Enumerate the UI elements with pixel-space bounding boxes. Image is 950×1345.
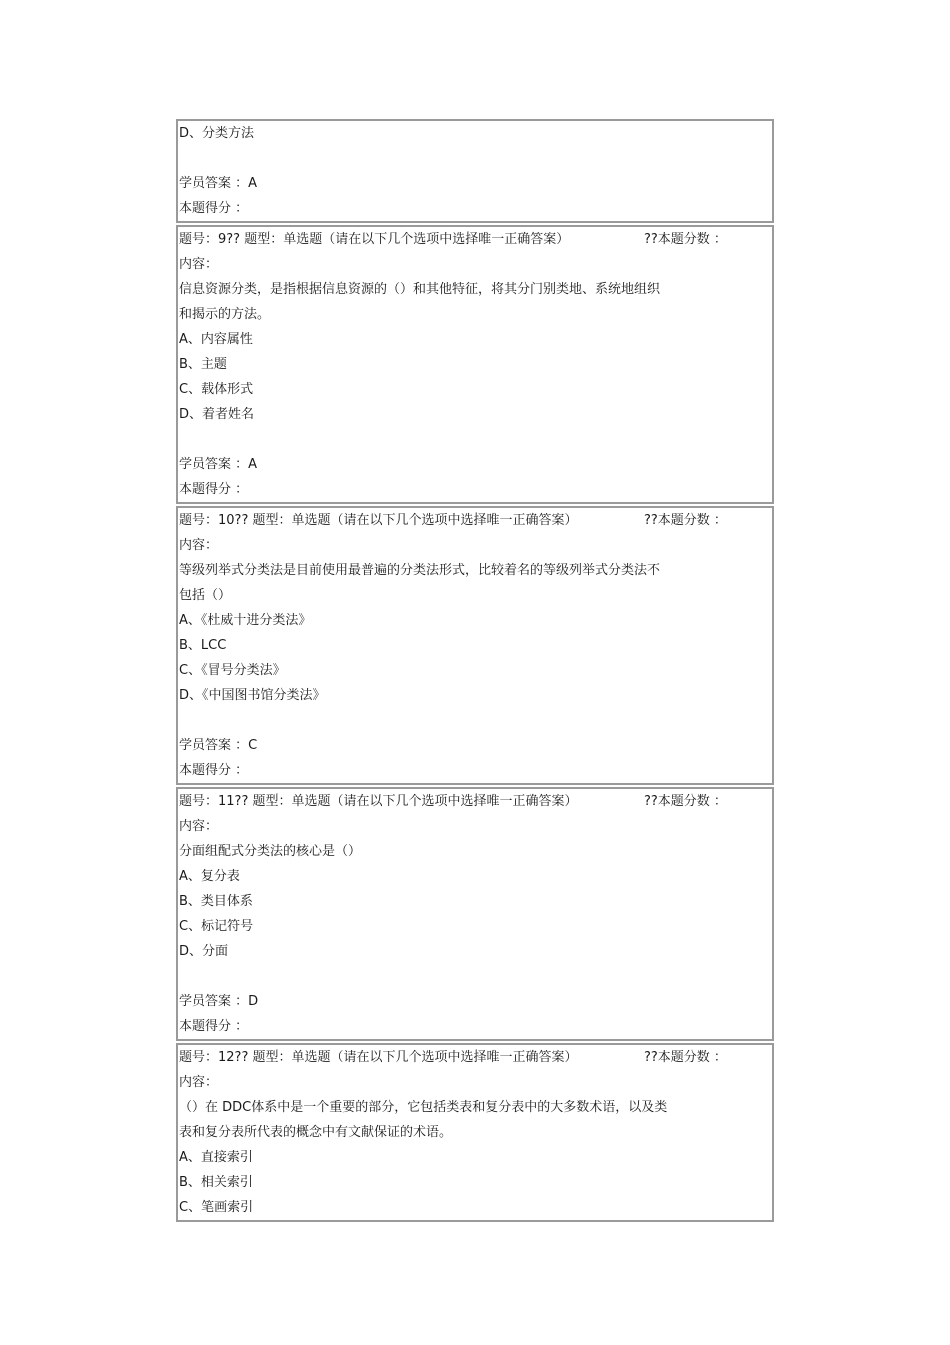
option-a: A、《杜威十进分类法》 [179, 613, 312, 628]
option-b: B、类目体系 [179, 894, 253, 909]
question-score: 本题得分 ： [179, 1019, 249, 1034]
spacer [179, 146, 772, 171]
option-b: B、相关索引 [179, 1175, 253, 1190]
option-d: D、分面 [179, 944, 229, 959]
content-label: 内容： [179, 257, 219, 272]
question-header [179, 1045, 772, 1070]
spacer [179, 427, 772, 452]
content-label: 内容： [179, 538, 219, 553]
question-points: ??本题分数 ： [644, 513, 727, 528]
option-d: D、着者姓名 [179, 407, 255, 422]
content-label: 内容： [179, 819, 219, 834]
option-b: B、主题 [179, 357, 227, 372]
question-score: 本题得分 ： [179, 482, 249, 497]
question-points: ??本题分数 ： [644, 794, 727, 809]
option-a: A、直接索引 [179, 1150, 253, 1165]
spacer [179, 964, 772, 989]
student-answer: 学员答案 ：A [179, 176, 258, 191]
question-text: 和揭示的方法。 [179, 307, 271, 322]
option-c: C、载体形式 [179, 382, 254, 397]
option-c: C、笔画索引 [179, 1200, 254, 1215]
question-meta: 题号：12?? 题型：单选题（请在以下几个选项中选择唯一正确答案） [179, 1050, 578, 1065]
question-text: 等级列举式分类法是目前使用最普遍的分类法形式，比较着名的等级列举式分类法不 [179, 563, 661, 578]
question-header [179, 789, 772, 814]
question-meta: 题号：11?? 题型：单选题（请在以下几个选项中选择唯一正确答案） [179, 794, 578, 809]
question-score: 本题得分 ： [179, 763, 249, 778]
question-meta: 题号：9?? 题型：单选题（请在以下几个选项中选择唯一正确答案） [179, 232, 570, 247]
question-text: （）在 DDC体系中是一个重要的部分，它包括类表和复分表中的大多数术语，以及类 [179, 1100, 668, 1115]
question-header [179, 227, 772, 252]
option-b: B、LCC [179, 638, 227, 653]
option-c: C、《冒号分类法》 [179, 663, 286, 678]
question-block-9 [176, 225, 774, 504]
question-text: 信息资源分类，是指根据信息资源的（）和其他特征，将其分门别类地、系统地组织 [179, 282, 661, 297]
student-answer: 学员答案 ：D [179, 994, 259, 1009]
content-label: 内容： [179, 1075, 219, 1090]
question-header [179, 508, 772, 533]
question-text: 表和复分表所代表的概念中有文献保证的术语。 [179, 1125, 453, 1140]
question-block-8-tail [176, 119, 774, 223]
question-block-12 [176, 1043, 774, 1222]
question-meta: 题号：10?? 题型：单选题（请在以下几个选项中选择唯一正确答案） [179, 513, 578, 528]
option-a: A、复分表 [179, 869, 240, 884]
student-answer: 学员答案 ：A [179, 457, 258, 472]
question-text: 包括（） [179, 588, 232, 603]
question-block-10 [176, 506, 774, 785]
question-block-11 [176, 787, 774, 1041]
question-points: ??本题分数 ： [644, 232, 727, 247]
option-a: A、内容属性 [179, 332, 253, 347]
question-sheet [176, 119, 774, 1224]
option-c: C、标记符号 [179, 919, 254, 934]
option-d: D、《中国图书馆分类法》 [179, 688, 326, 703]
question-score: 本题得分 ： [179, 201, 249, 216]
student-answer: 学员答案 ：C [179, 738, 258, 753]
question-text: 分面组配式分类法的核心是（） [179, 844, 362, 859]
spacer [179, 708, 772, 733]
option-d: D、分类方法 [179, 126, 255, 141]
question-points: ??本题分数 ： [644, 1050, 727, 1065]
